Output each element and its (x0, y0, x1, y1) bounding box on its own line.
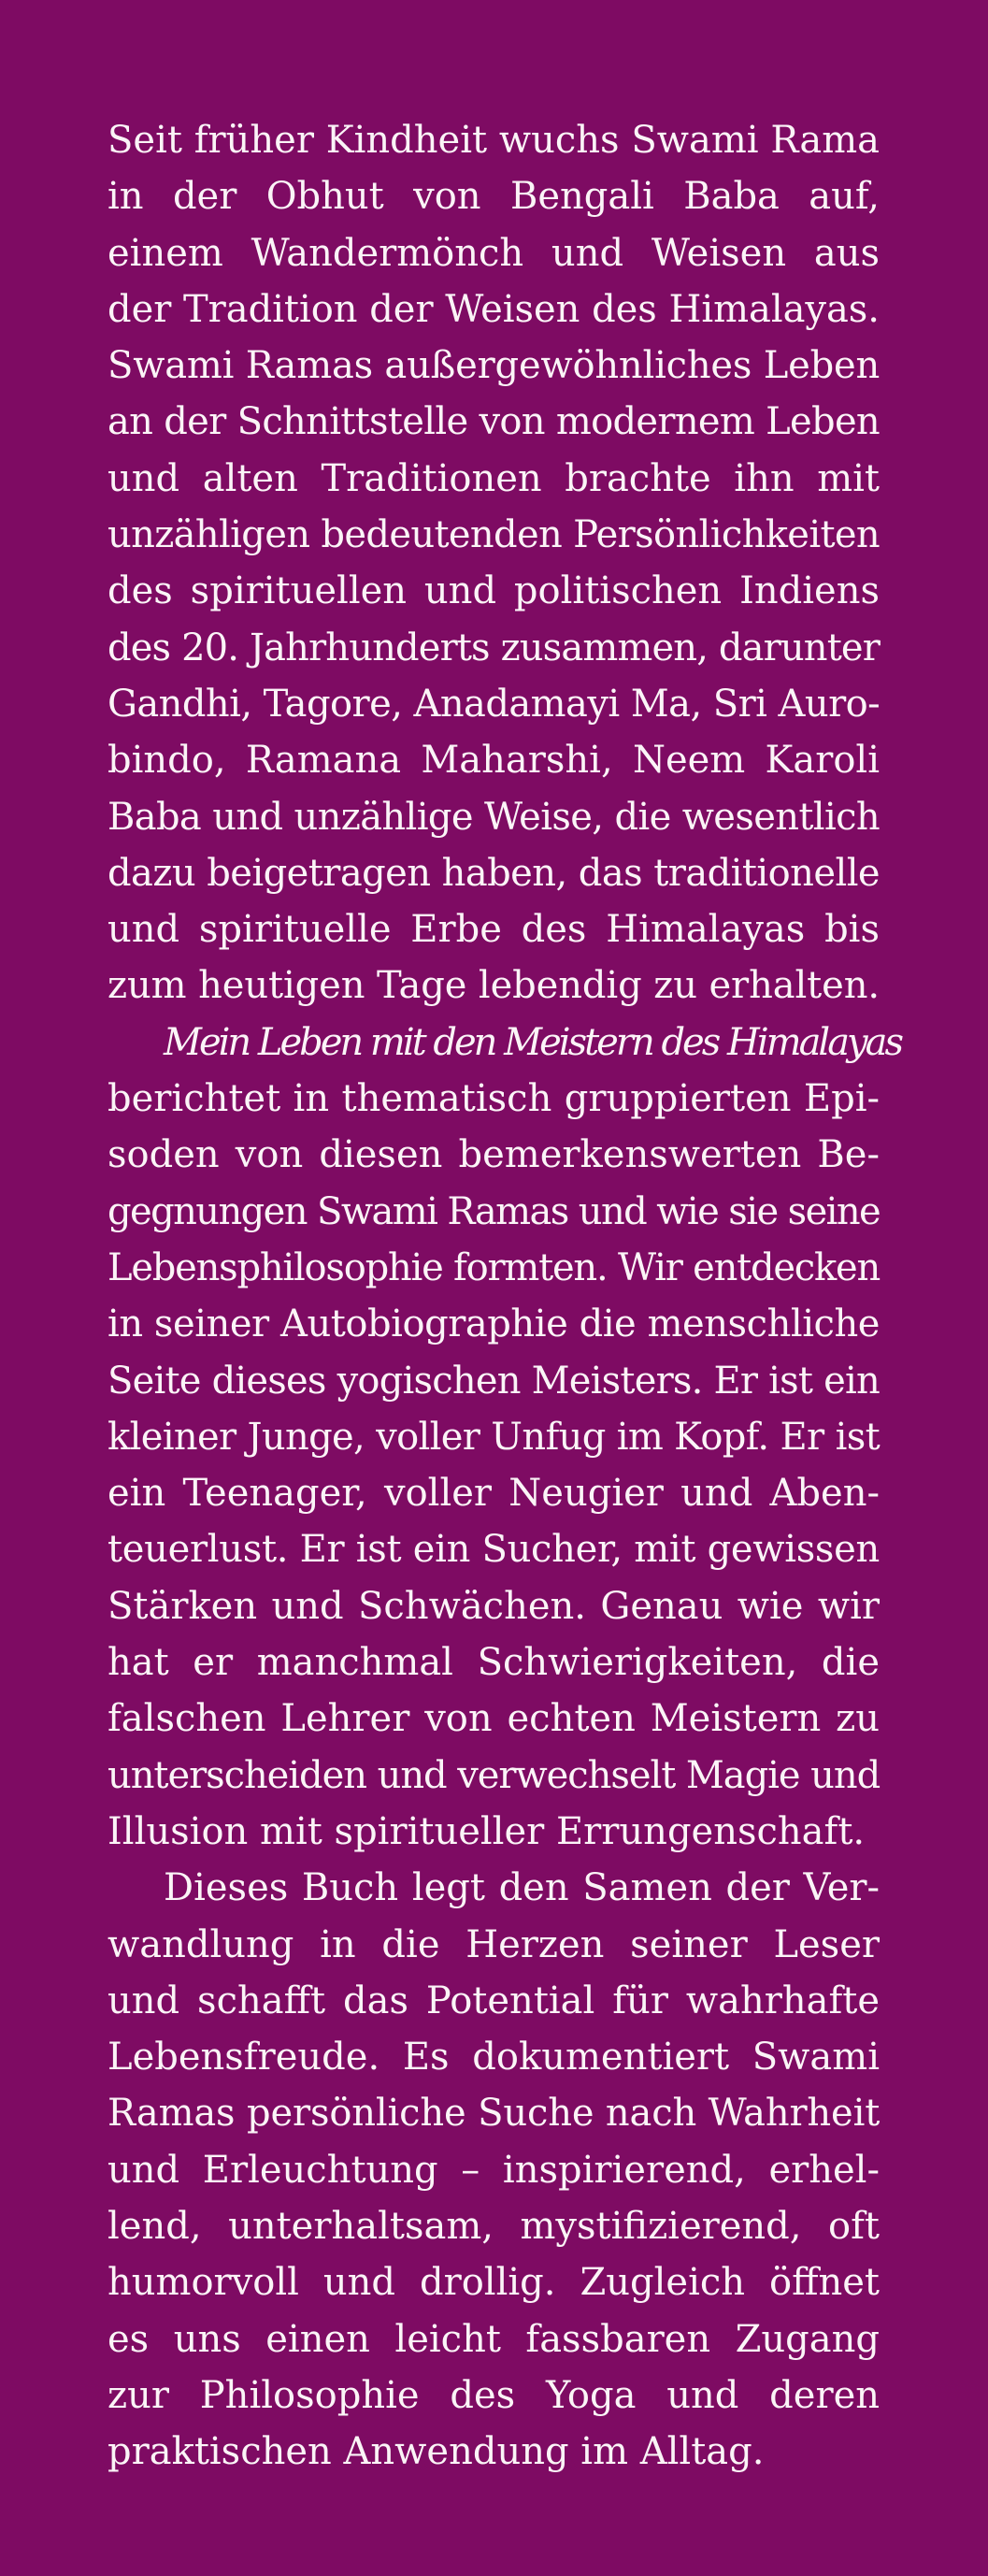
paragraph-book-description (107, 1015, 902, 1860)
paragraph-line: gegnungen Swami Ramas und wie sie seine (107, 1189, 881, 1233)
paragraph-line: Stärken und Schwächen. Genau wie wir (107, 1584, 880, 1628)
paragraph-line: zur Philosophie des Yoga und deren (107, 2373, 880, 2417)
paragraph-line: und alten Traditionen brachte ihn mit (107, 456, 880, 500)
paragraph-line: dazu beigetragen haben, das traditionelle (107, 851, 881, 895)
paragraph-line: es uns einen leicht fassbaren Zugang (107, 2317, 880, 2361)
paragraph-line: Lebensfreude. Es dokumentiert Swami (107, 2036, 880, 2080)
paragraph-line: Dieses Buch legt den Samen der Ver- (164, 1866, 880, 1910)
paragraph-line: an der Schnittstelle von modernem Leben (107, 400, 880, 444)
paragraph-line: Seit früher Kindheit wuchs Swami Rama (107, 119, 880, 162)
paragraph-line: Swami Ramas außergewöhnliches Leben (107, 344, 881, 388)
paragraph-line: hat er manchmal Schwierigkeiten, die (107, 1641, 880, 1685)
back-cover-text (107, 112, 902, 2480)
paragraph-line: lend, unterhaltsam, mystifizierend, oft (107, 2204, 880, 2248)
paragraph-line: ein Teenager, voller Neugier und Aben- (107, 1472, 880, 1516)
paragraph-line: Seite dieses yogischen Meisters. Er ist ein (107, 1359, 880, 1403)
paragraph-line: bindo, Ramana Maharshi, Neem Karoli (107, 739, 880, 783)
paragraph-line: Baba und unzählige Weise, die wesentlich (107, 795, 880, 839)
paragraph-line: einem Wandermönch und Weisen aus (107, 231, 880, 275)
paragraph-line: falschen Lehrer von echten Meistern zu (107, 1697, 880, 1741)
paragraph-line: und schafft das Potential für wahrhafte (107, 1979, 880, 2022)
paragraph-intro (107, 112, 880, 1015)
paragraph-line: soden von diesen bemerkenswerten Be- (107, 1133, 880, 1177)
paragraph-line (107, 1015, 902, 1071)
paragraph-line: in seiner Autobiographie die menschliche (107, 1302, 880, 1346)
book-title: Mein Leben mit den Meistern des Himalayas (164, 1020, 902, 1064)
paragraph-line: des 20. Jahrhunderts zusammen, darunter (107, 626, 880, 669)
paragraph-line: praktischen Anwendung im Alltag. (107, 2430, 765, 2474)
paragraph-line: und Erleuchtung – inspirierend, erhel- (107, 2148, 880, 2192)
paragraph-line: des spirituellen und politischen Indiens (107, 569, 880, 613)
paragraph-line: wandlung in die Herzen seiner Leser (107, 1922, 880, 1966)
paragraph-line: Lebensphilosophie formten. Wir entdecken (107, 1245, 880, 1289)
paragraph-line: Illusion mit spiritueller Errungenschaft. (107, 1809, 866, 1853)
paragraph-line: Gandhi, Tagore, Anadamayi Ma, Sri Auro- (107, 682, 881, 726)
paragraph-line: und spirituelle Erbe des Himalayas bis (107, 908, 880, 952)
paragraph-line: humorvoll und drollig. Zugleich öffnet (107, 2261, 880, 2305)
paragraph-line: der Tradition der Weisen des Himalayas. (107, 287, 880, 331)
paragraph-line: berichtet in thematisch gruppierten Epi- (107, 1077, 880, 1121)
paragraph-line: kleiner Junge, voller Unfug im Kopf. Er ist (107, 1415, 880, 1459)
paragraph-line: zum heutigen Tage lebendig zu erhalten. (107, 964, 881, 1008)
paragraph-book-value (107, 1860, 880, 2480)
paragraph-line: unterscheiden und verwechselt Magie und (107, 1753, 881, 1797)
paragraph-line: in der Obhut von Bengali Baba auf, (107, 175, 880, 219)
paragraph-line: teuerlust. Er ist ein Sucher, mit gewissen (107, 1528, 880, 1572)
paragraph-line: Ramas persönliche Suche nach Wahrheit (107, 2092, 881, 2136)
paragraph-line: unzähligen bedeutenden Persönlichkeiten (107, 513, 881, 557)
